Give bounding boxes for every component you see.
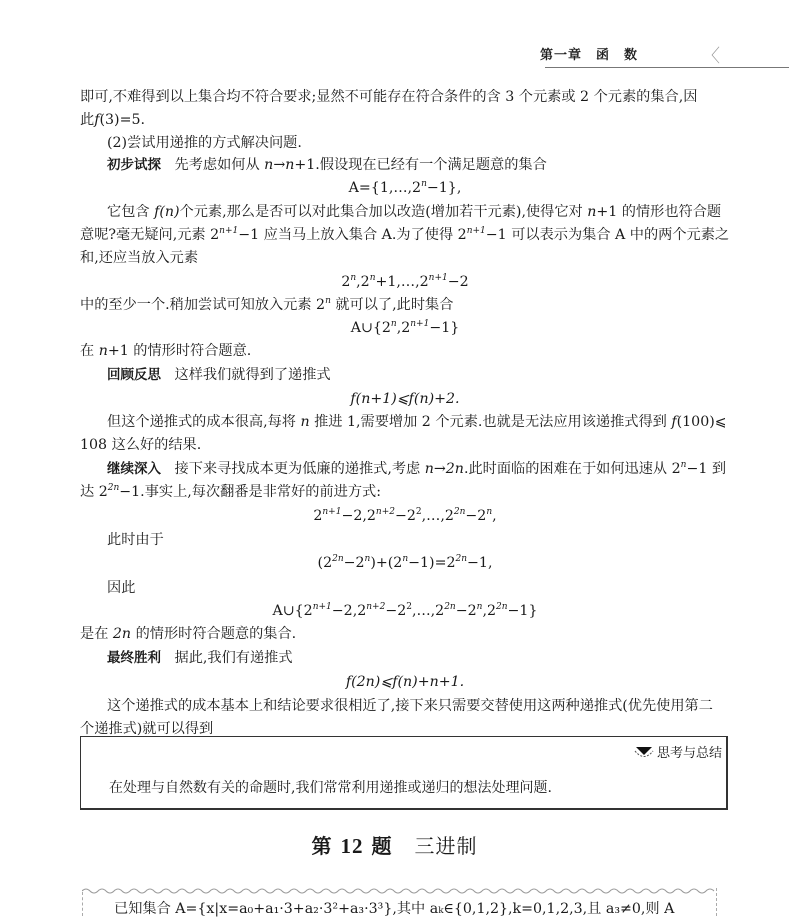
display-equation xyxy=(80,272,730,292)
text: +1.假设现在已经有一个满足题意的集合 xyxy=(294,157,547,173)
paragraph-line: 108 这么好的结果. xyxy=(80,437,202,453)
paragraph-line xyxy=(80,110,730,130)
eq-part: −1}, xyxy=(426,180,462,196)
border-right xyxy=(716,888,718,916)
wavy-border-decoration xyxy=(82,886,718,894)
eq-part: (2 xyxy=(317,555,333,571)
text: 接下来寻找成本更为低廉的递推式,考虑 xyxy=(174,461,425,477)
text: 中的至少一个.稍加尝试可知放入元素 2 xyxy=(80,297,326,313)
paragraph-line xyxy=(80,225,730,245)
math-n: n xyxy=(300,414,310,430)
keyword-label: 初步试探 xyxy=(107,157,161,173)
chapter-title-char-1: 函 xyxy=(596,48,611,63)
text: .此时面临的困难在于如何迅速从 2 xyxy=(463,461,681,477)
chevron-left-icon: 〈 xyxy=(702,46,720,67)
text: 在 xyxy=(80,343,99,359)
math-n: n xyxy=(587,204,597,220)
text: (3)=5. xyxy=(99,112,145,128)
eq-part: −1, xyxy=(467,555,493,571)
text: 就可以了,此时集合 xyxy=(330,297,454,313)
eq-part: −2 xyxy=(465,508,487,524)
math-f: f xyxy=(94,112,100,128)
display-equation xyxy=(80,601,730,621)
math-f: f xyxy=(671,414,677,430)
display-equation: f(n+1)⩽f(n)+2. xyxy=(350,391,460,407)
eq-sup: 2n xyxy=(455,554,468,564)
section-number: 12 xyxy=(340,834,364,858)
eq-sup: 2 xyxy=(415,507,422,517)
eq-sup: n+2 xyxy=(366,602,386,612)
eq-part: −2,2 xyxy=(331,603,367,619)
paragraph-line xyxy=(80,341,730,361)
text: +1 的情形时符合题意. xyxy=(107,343,252,359)
eq-part: −2 xyxy=(385,603,407,619)
text: 是在 xyxy=(80,626,113,642)
display-equation xyxy=(80,553,730,573)
paragraph-line: 即可,不难得到以上集合均不符合要求;显然不可能存在符合条件的含 3 个元素或 2 个元素的集合,因 xyxy=(80,89,698,105)
section-suffix: 题 xyxy=(371,834,393,858)
running-header xyxy=(540,44,638,63)
text: −1.事实上,每次翻番是非常好的前进方式: xyxy=(119,484,381,500)
display-equation xyxy=(80,178,730,198)
sup: n+1 xyxy=(219,226,239,236)
eq-sup: n+1 xyxy=(312,602,332,612)
section-prefix: 第 xyxy=(311,834,333,858)
display-equation xyxy=(80,318,730,338)
eq-sup: n+2 xyxy=(375,507,395,517)
text: 据此,我们有递推式 xyxy=(174,650,293,666)
eq-part: −1} xyxy=(507,603,538,619)
eq-sup: 2n xyxy=(332,554,344,564)
eq-part: A={1,…,2 xyxy=(348,180,422,196)
paragraph-line: 个递推式)就可以得到 xyxy=(80,721,214,737)
border-left xyxy=(82,892,84,916)
eq-sup: n xyxy=(350,273,357,283)
eq-sup: n xyxy=(402,554,409,564)
paragraph-line: (2)尝试用递推的方式解决问题. xyxy=(107,135,302,151)
section-name: 三进制 xyxy=(414,834,478,858)
eq-sup: 2n xyxy=(444,602,456,612)
eq-part: , xyxy=(492,508,497,524)
eq-part: ,2 xyxy=(482,603,496,619)
eq-part: −2 xyxy=(394,508,416,524)
text: 意呢?毫无疑问,元素 2 xyxy=(80,227,220,243)
keyword-label: 最终胜利 xyxy=(107,650,161,666)
problem-statement: 已知集合 A={x|x=a₀+a₁·3+a₂·3²+a₃·3³},其中 aₖ∈{0,1,2},k=0,1,2,3,且 a₃≠0,则 A xyxy=(114,901,675,917)
display-equation xyxy=(80,506,730,526)
summary-text: 在处理与自然数有关的命题时,我们常常利用递推或递归的想法处理问题. xyxy=(109,780,552,796)
eq-part: −2 xyxy=(343,555,365,571)
keyword-label: 继续深入 xyxy=(107,461,161,477)
section-title xyxy=(0,830,789,859)
paragraph-line: 和,还应当放入元素 xyxy=(80,250,199,266)
summary-tag-label: 思考与总结 xyxy=(656,746,722,761)
eq-part: −2 xyxy=(455,603,477,619)
eq-sup: n xyxy=(369,273,376,283)
problem-box xyxy=(82,886,718,916)
sup: n xyxy=(680,460,687,470)
text: 此 xyxy=(80,112,95,128)
paragraph-line xyxy=(107,202,730,222)
text: 的情形时符合题意的集合. xyxy=(131,626,297,642)
eq-part: −1} xyxy=(429,320,460,336)
eq-sup: n+1 xyxy=(410,319,430,329)
eq-sup: n xyxy=(476,602,483,612)
eq-sup: 2n xyxy=(453,507,466,517)
paragraph-line xyxy=(107,648,730,668)
math: n→2n xyxy=(424,461,464,477)
display-equation: f(2n)⩽f(n)+n+1. xyxy=(345,674,465,690)
math: f(n) xyxy=(154,204,180,220)
eq-sup: n+1 xyxy=(428,273,448,283)
eq-part: ,2 xyxy=(356,274,370,290)
text: 个元素,那么是否可以对此集合加以改造(增加若干元素),使得它对 xyxy=(179,204,588,220)
eq-part: A∪{2 xyxy=(350,320,391,336)
eq-sup: n+1 xyxy=(322,507,342,517)
text: −1 到 xyxy=(686,461,727,477)
text: +1 的情形也符合题 xyxy=(596,204,722,220)
text: 它包含 xyxy=(107,204,155,220)
eq-sup: n xyxy=(486,507,493,517)
eq-part: −2,2 xyxy=(341,508,376,524)
paragraph-line xyxy=(107,412,730,432)
eq-part: A∪{2 xyxy=(272,603,313,619)
keyword-label: 回顾反思 xyxy=(107,367,161,383)
text: 但这个递推式的成本很高,每将 xyxy=(107,414,301,430)
paragraph-line xyxy=(107,155,730,175)
paragraph-line xyxy=(107,459,730,479)
paragraph-line xyxy=(107,365,730,385)
paragraph-line xyxy=(80,295,730,315)
text: −1 应当马上放入集合 A.为了使得 2 xyxy=(238,227,467,243)
eq-sup: 2n xyxy=(496,602,508,612)
paragraph-line: 此时由于 xyxy=(107,532,164,548)
sup: n xyxy=(325,296,331,306)
eq-sup: 2 xyxy=(406,602,412,612)
text: 先考虑如何从 xyxy=(174,157,265,173)
sup: n+1 xyxy=(466,226,486,236)
text: (100)⩽ xyxy=(676,414,727,430)
paragraph-line: 因此 xyxy=(107,580,136,596)
math-n: n xyxy=(98,343,108,359)
arrow-icon: → xyxy=(273,157,286,173)
math-n: n xyxy=(264,157,274,173)
eq-sup: n xyxy=(390,319,397,329)
math-n: n xyxy=(285,157,295,173)
eq-sup: n xyxy=(421,179,427,189)
eq-part: ,…,2 xyxy=(421,508,454,524)
header-rule xyxy=(545,67,789,68)
eq-part: ,…,2 xyxy=(411,603,445,619)
sup: 2n xyxy=(107,483,120,493)
eq-sup: n xyxy=(364,554,371,564)
checkmark-triangle-icon xyxy=(633,745,655,759)
eq-part: 2 xyxy=(341,274,351,290)
eq-part: )+(2 xyxy=(370,555,403,571)
paragraph-line xyxy=(80,482,730,502)
text: 达 2 xyxy=(80,484,108,500)
paragraph-line xyxy=(80,624,730,644)
chapter-title-char-2: 数 xyxy=(624,48,639,63)
eq-part: +1,…,2 xyxy=(375,274,429,290)
text: −1 可以表示为集合 A 中的两个元素之 xyxy=(485,227,730,243)
eq-part: 2 xyxy=(313,508,323,524)
chapter-label: 第一章 xyxy=(540,48,583,63)
paragraph-line: 这个递推式的成本基本上和结论要求很相近了,接下来只需要交替使用这两种递推式(优先使用第二 xyxy=(107,698,713,714)
text: 这样我们就得到了递推式 xyxy=(174,367,331,383)
text: 推进 1,需要增加 2 个元素.也就是无法应用该递推式得到 xyxy=(309,414,672,430)
eq-part: −1)=2 xyxy=(408,555,456,571)
math: 2n xyxy=(112,626,132,642)
eq-part: −2 xyxy=(447,274,469,290)
summary-tag xyxy=(633,742,722,761)
summary-box xyxy=(80,736,728,810)
eq-part: ,2 xyxy=(396,320,411,336)
